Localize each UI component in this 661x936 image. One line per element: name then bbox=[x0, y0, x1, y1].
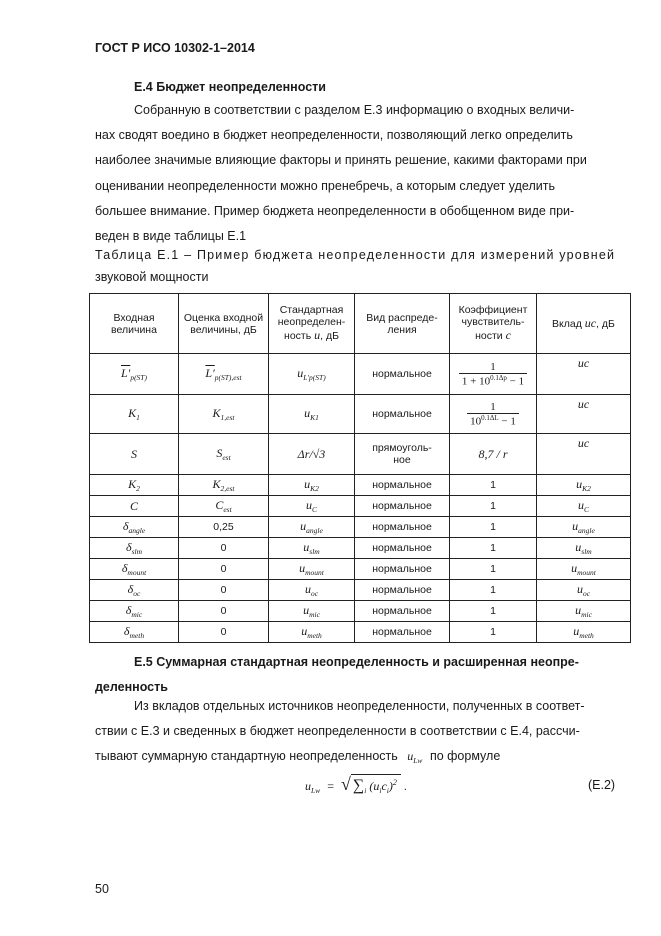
paragraph-line: Из вкладов отдельных источников неопределенности, полученных в соответ- bbox=[134, 699, 585, 713]
uncertainty-budget-table bbox=[89, 293, 631, 643]
paragraph-line: большее внимание. Пример бюджета неопределенности в обобщенном виде при- bbox=[95, 203, 575, 218]
section-e5-title-line: Е.5 Суммарная стандартная неопределенность и расширенная неопре- bbox=[134, 655, 579, 669]
table-row: $\delta_{oc}$ 0 $u_{oc}$ нормальное 1 $u_{oc}$ bbox=[90, 580, 631, 601]
section-e5-title-line: деленность bbox=[95, 680, 168, 695]
table-row: $\delta_{slm}$ 0 $u_{slm}$ нормальное 1 $u_{slm}$ bbox=[90, 538, 631, 559]
table-header-row bbox=[90, 294, 631, 354]
header-distribution: Вид распреде- ления bbox=[355, 294, 450, 354]
table-row: $K_2$ $K_{2,est}$ $u_{K2}$ нормальное 1 $u_{K2}$ bbox=[90, 475, 631, 496]
paragraph-line: веден в виде таблицы Е.1 bbox=[95, 229, 247, 244]
table-row: S $S_{est}$ Δr/√3 прямоуголь- ное 8,7 / r uc bbox=[90, 434, 631, 475]
paragraph-line: тывают суммарную стандартную неопределенность $u_{Lw}$ по формуле bbox=[95, 749, 501, 766]
sensitivity-fraction: $\frac{1}{1 + 10^{0.1\Delta p} - 1}$ bbox=[459, 361, 527, 388]
table-row: $K_1$ $K_{1,est}$ $u_{K1}$ нормальное $\frac{1}{10^{0.1\Delta L} - 1}$ uc bbox=[90, 395, 631, 434]
section-e5-paragraph bbox=[95, 694, 621, 774]
page-number: 50 bbox=[95, 882, 109, 896]
section-e4-title: Е.4 Бюджет неопределенности bbox=[134, 80, 326, 94]
table-row: $\delta_{angle}$ 0,25 $u_{angle}$ нормальное 1 $u_{angle}$ bbox=[90, 517, 631, 538]
sensitivity-fraction: $\frac{1}{10^{0.1\Delta L} - 1}$ bbox=[467, 401, 519, 428]
formula-number: (Е.2) bbox=[588, 778, 616, 792]
section-e4-paragraph bbox=[95, 98, 621, 249]
table-caption-line: Таблица Е.1 – Пример бюджета неопределенности для измерений уровней bbox=[95, 248, 616, 262]
table-caption-line: звуковой мощности bbox=[95, 270, 209, 284]
document-header: ГОСТ Р ИСО 10302-1–2014 bbox=[95, 41, 255, 55]
paragraph-line: ствии с Е.3 и сведенных в бюджет неопределенности в соответствии с Е.4, рассчи- bbox=[95, 724, 580, 739]
section-e5-title bbox=[95, 650, 621, 700]
header-standard-uncertainty: Стандартная неопределен- ность u, дБ bbox=[269, 294, 355, 354]
table-row: $L'_{p(ST)}$ $L'_{p(ST),est}$ $u_{L'p(ST)}$ нормальное $\frac{1}{1 + 10^{0.1\Delta p} - 1}$ uc bbox=[90, 354, 631, 395]
paragraph-line: оценивании неопределенности можно пренебречь, а которым следует уделить bbox=[95, 178, 555, 193]
table-caption bbox=[95, 244, 621, 288]
table-row: $\delta_{mic}$ 0 $u_{mic}$ нормальное 1 $u_{mic}$ bbox=[90, 601, 631, 622]
sqrt-icon: √ bbox=[340, 774, 351, 794]
table-row: C $C_{est}$ $u_C$ нормальное 1 $u_C$ bbox=[90, 496, 631, 517]
paragraph-line: нах сводят воедино в бюджет неопределенности, позволяющий легко определить bbox=[95, 128, 573, 143]
paragraph-line: наиболее значимые влияющие факторы и принять решение, какими факторами при bbox=[95, 153, 587, 168]
header-contribution: Вклад uc, дБ bbox=[537, 294, 631, 354]
header-input-estimate: Оценка входной величины, дБ bbox=[179, 294, 269, 354]
header-input-quantity: Входная величина bbox=[90, 294, 179, 354]
table-row: $\delta_{meth}$ 0 $u_{meth}$ нормальное 1 $u_{meth}$ bbox=[90, 622, 631, 643]
formula-e2: $u_{Lw}$ = √ $\sum_i$ $(u_ic_i)^2$ . bbox=[305, 774, 407, 795]
header-sensitivity-coefficient: Коэффициент чувствитель- ности c bbox=[450, 294, 537, 354]
table-row: $\delta_{mount}$ 0 $u_{mount}$ нормальное 1 $u_{mount}$ bbox=[90, 559, 631, 580]
paragraph-line: Собранную в соответствии с разделом Е.3 информацию о входных величи- bbox=[134, 103, 575, 117]
